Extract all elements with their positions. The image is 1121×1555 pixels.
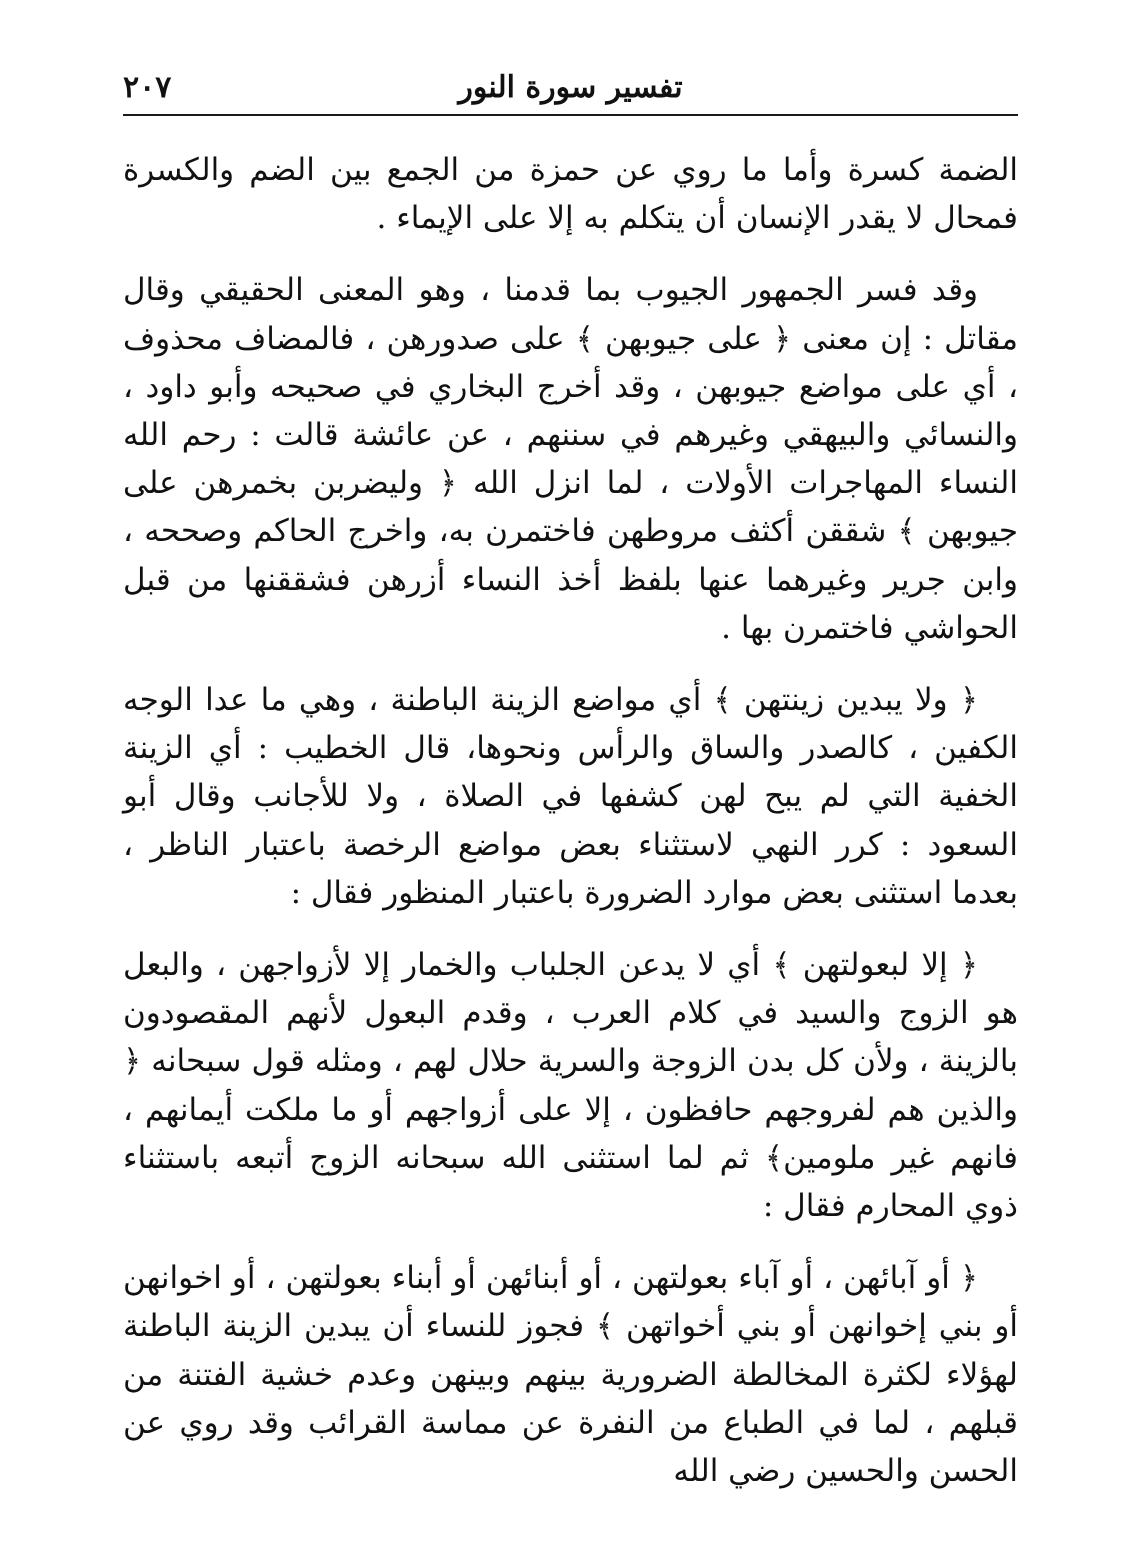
paragraph: ﴿ أو آبائهن ، أو آباء بعولتهن ، أو أبنائهن أو أبناء بعولتهن ، أو اخوانهن أو بني إخوانهن أو بني أخواتهن ﴾ فجوز للنساء أن يبدين الزينة الباطنة لهؤلاء لكثرة المخالطة الضرورية بينهم وبينهن وعدم خشية الفتنة من قبلهم ، لما في الطباع من النفرة عن مماسة القرائب وقد روي عن الحسن والحسين رضي الله xyxy=(123,1260,1018,1490)
page-body xyxy=(123,146,1018,1519)
page-number: ٢٠٧ xyxy=(123,70,172,105)
page-header xyxy=(123,66,1018,116)
paragraph: ﴿ إلا لبعولتهن ﴾ أي لا يدعن الجلباب والخمار إلا لأزواجهن ، والبعل هو الزوج والسيد في كلام العرب ، وقدم البعول لأنهم المقصودون بالزينة ، ولأن كل بدن الزوجة والسرية حلال لهم ، ومثله قول سبحانه ﴿ والذين هم لفروجهم حافظون ، إلا على أزواجهم أو ما ملكت أيمانهم ، فانهم غير ملومين﴾ ثم لما استثنى الله سبحانه الزوج أتبعه باستثناء ذوي المحارم فقال : xyxy=(123,947,1018,1225)
paragraph: وقد فسر الجمهور الجيوب بما قدمنا ، وهو المعنى الحقيقي وقال مقاتل : إن معنى ﴿ على جيوبهن ﴾ على صدورهن ، فالمضاف محذوف ، أي على مواضع جيوبهن ، وقد أخرج البخاري في صحيحه وأبو داود ، والنسائي والبيهقي وغيرهم في سننهم ، عن عائشة قالت : رحم الله النساء المهاجرات الأولات ، لما انزل الله ﴿ وليضربن بخمرهن على جيوبهن ﴾ شققن أكثف مروطهن فاختمرن به، واخرج الحاكم وصححه ، وابن جرير وغيرهما عنها بلفظ أخذ النساء أزرهن فشققنها من قبل الحواشي فاختمرن بها . xyxy=(123,272,1018,646)
paragraph: ﴿ ولا يبدين زينتهن ﴾ أي مواضع الزينة الباطنة ، وهي ما عدا الوجه الكفين ، كالصدر والساق والرأس ونحوها، قال الخطيب : أي الزينة الخفية التي لم يبح لهن كشفها في الصلاة ، ولا للأجانب وقال أبو السعود : كرر النهي لاستثناء بعض مواضع الرخصة باعتبار الناظر ، بعدما استثنى بعض موارد الضرورة باعتبار المنظور فقال : xyxy=(123,682,1018,911)
running-title: تفسير سورة النور xyxy=(458,70,683,105)
paragraph: الضمة كسرة وأما ما روي عن حمزة من الجمع بين الضم والكسرة فمحال لا يقدر الإنسان أن يتكلم به إلا على الإيماء . xyxy=(123,152,1018,237)
